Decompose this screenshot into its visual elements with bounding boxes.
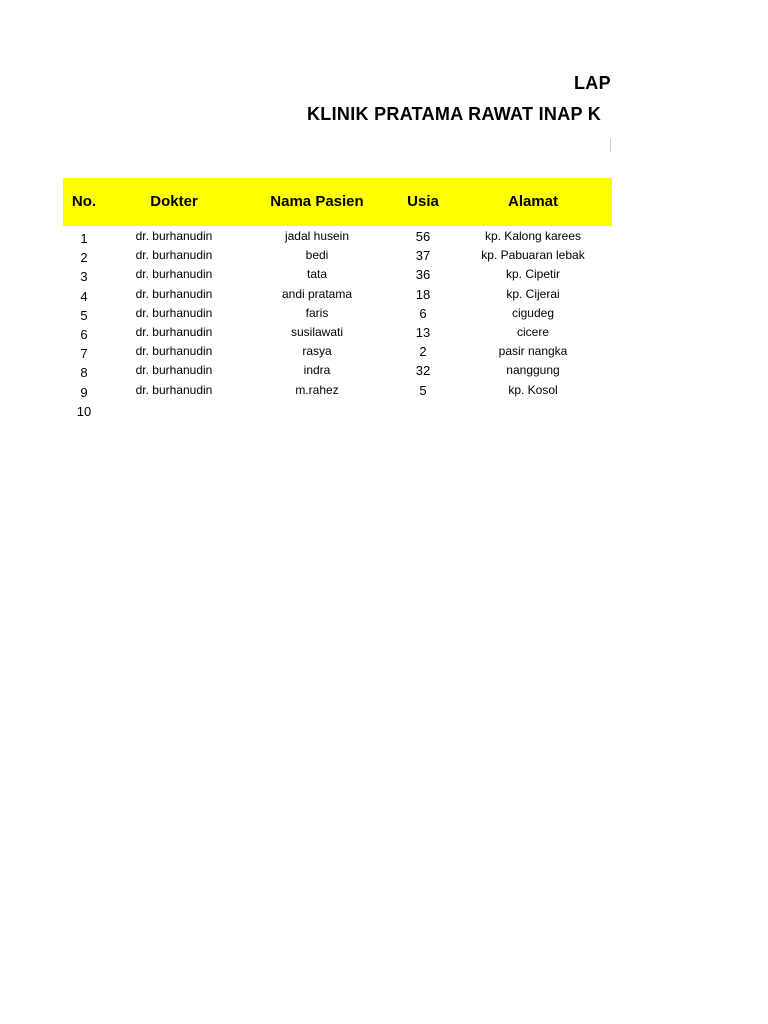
cell-usia: 18 xyxy=(415,286,431,302)
table-row xyxy=(63,265,612,284)
cell-usia: 56 xyxy=(415,229,431,244)
table-row xyxy=(63,400,612,419)
cell-alamat: kp. Cijerai xyxy=(506,286,560,301)
cell-nama-pasien: susilawati xyxy=(290,324,344,339)
cell-dokter: dr. burhanudin xyxy=(135,248,213,263)
cell-alamat xyxy=(468,400,598,419)
cell-dokter: dr. burhanudin xyxy=(135,267,213,282)
header-usia: Usia xyxy=(407,193,439,210)
cell-no: 2 xyxy=(80,250,88,266)
cell-usia: 6 xyxy=(419,305,427,321)
cell-dokter: dr. burhanudin xyxy=(135,324,213,339)
cell-dokter xyxy=(115,400,233,419)
cell-usia: 2 xyxy=(419,344,427,360)
table-row xyxy=(63,285,612,304)
table-row xyxy=(63,304,612,323)
table-row xyxy=(63,342,612,361)
cell-no: 3 xyxy=(80,269,88,285)
cell-alamat: cicere xyxy=(516,324,549,339)
cell-alamat: kp. Pabuaran lebak xyxy=(481,248,585,263)
cell-border-fragment xyxy=(610,138,611,152)
cell-dokter: dr. burhanudin xyxy=(135,286,213,301)
table-row xyxy=(63,227,612,246)
cell-no: 5 xyxy=(80,307,88,323)
cell-no: 1 xyxy=(80,231,88,246)
cell-nama-pasien: jadal husein xyxy=(284,229,350,243)
header-nama-pasien: Nama Pasien xyxy=(270,193,364,210)
cell-usia: 36 xyxy=(415,267,431,283)
header-alamat: Alamat xyxy=(507,193,559,210)
table-row xyxy=(63,246,612,265)
table-row xyxy=(63,361,612,380)
cell-alamat: kp. Cipetir xyxy=(505,267,561,282)
table-header-row xyxy=(63,178,612,226)
cell-usia: 5 xyxy=(419,382,427,398)
cell-nama-pasien: andi pratama xyxy=(281,286,353,301)
cell-no: 9 xyxy=(80,384,88,400)
cell-usia: 32 xyxy=(415,363,431,379)
cell-alamat: nanggung xyxy=(506,363,560,378)
cell-alamat: kp. Kosol xyxy=(508,382,558,397)
cell-dokter: dr. burhanudin xyxy=(135,382,213,397)
cell-no: 7 xyxy=(80,346,88,362)
cell-nama-pasien: tata xyxy=(306,267,327,282)
patient-table xyxy=(63,227,612,419)
cell-usia: 37 xyxy=(415,248,431,264)
cell-nama-pasien: faris xyxy=(305,305,329,320)
cell-no: 10 xyxy=(76,403,92,419)
table-row xyxy=(63,381,612,400)
cell-no: 8 xyxy=(80,365,88,381)
cell-nama-pasien: bedi xyxy=(305,248,329,263)
cell-usia: 13 xyxy=(415,324,431,340)
cell-nama-pasien: m.rahez xyxy=(295,382,339,397)
header-dokter: Dokter xyxy=(150,193,198,210)
header-no: No. xyxy=(71,193,97,210)
cell-dokter: dr. burhanudin xyxy=(135,229,213,243)
cell-no: 4 xyxy=(80,288,88,304)
clinic-name: KLINIK PRATAMA RAWAT INAP K xyxy=(307,104,602,124)
table-row xyxy=(63,323,612,342)
cell-dokter: dr. burhanudin xyxy=(135,344,213,359)
cell-nama-pasien xyxy=(256,400,378,419)
cell-usia xyxy=(398,400,448,419)
report-title: LAP xyxy=(574,73,611,93)
cell-alamat: cigudeg xyxy=(511,305,555,320)
cell-alamat: kp. Kalong karees xyxy=(484,229,582,243)
cell-nama-pasien: rasya xyxy=(302,344,332,359)
cell-nama-pasien: indra xyxy=(303,363,331,378)
cell-dokter: dr. burhanudin xyxy=(135,363,213,378)
cell-alamat: pasir nangka xyxy=(498,344,568,359)
cell-dokter: dr. burhanudin xyxy=(135,305,213,320)
cell-no: 6 xyxy=(80,326,88,342)
